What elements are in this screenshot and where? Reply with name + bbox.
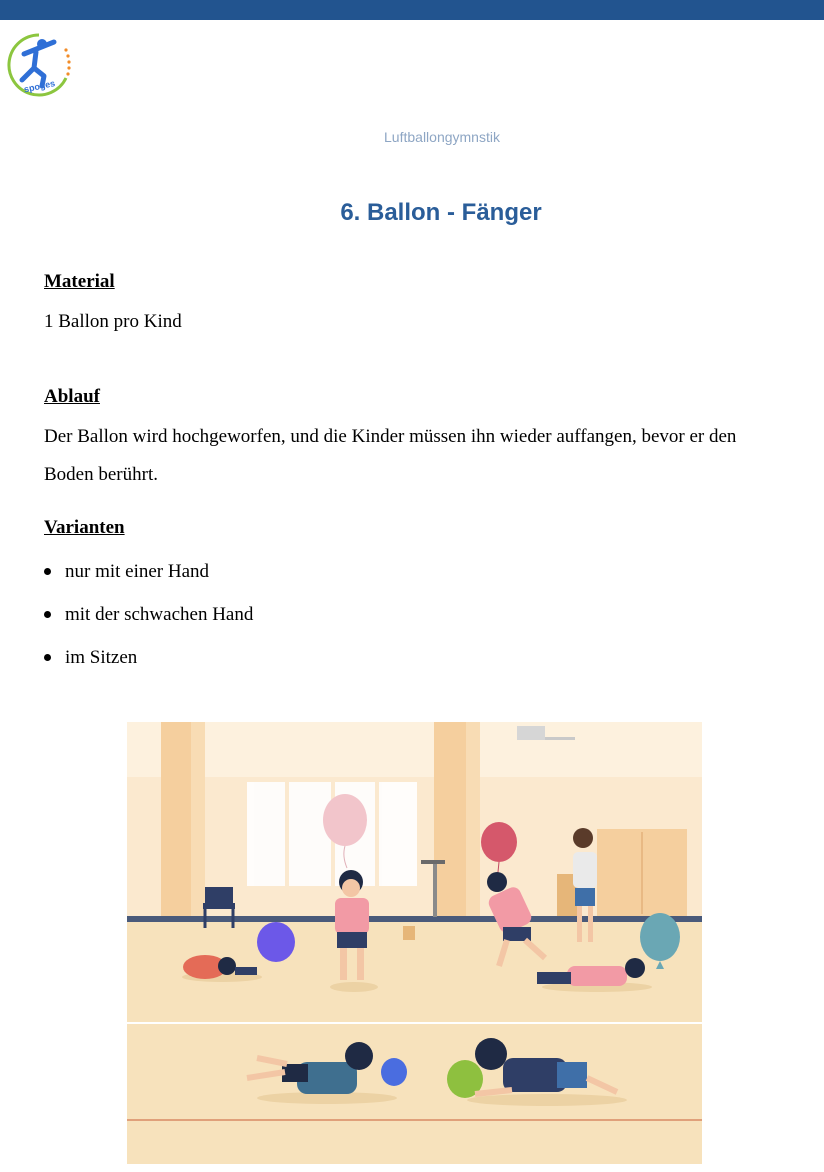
- varianten-list: [44, 557, 253, 686]
- balloon-purple-icon: [257, 922, 295, 962]
- running-header: Luftballongymnstik: [384, 129, 500, 145]
- list-item-text: mit der schwachen Hand: [65, 604, 254, 625]
- ablauf-text-line-2: Boden berührt.: [44, 464, 158, 485]
- list-item-text: nur mit einer Hand: [65, 561, 210, 582]
- list-item: [44, 643, 253, 686]
- spoges-logo: [6, 32, 72, 98]
- list-item: [44, 557, 253, 600]
- bullet-icon: [44, 654, 51, 661]
- list-item: [44, 600, 253, 643]
- top-bar: [0, 0, 824, 20]
- bullet-icon: [44, 568, 51, 575]
- gym-hall-illustration: [127, 722, 702, 1164]
- page-title: 6. Ballon - Fänger: [340, 199, 542, 226]
- ablauf-heading: Ablauf: [44, 386, 100, 407]
- list-item-text: im Sitzen: [65, 647, 138, 668]
- logo-text: spoges: [23, 78, 56, 95]
- varianten-heading: Varianten: [44, 517, 125, 538]
- ablauf-text-line-1: Der Ballon wird hochgeworfen, und die Kinder müssen ihn wieder auffangen, bevor er den: [44, 426, 737, 447]
- bullet-icon: [44, 611, 51, 618]
- material-heading: Material: [44, 271, 115, 292]
- material-text: 1 Ballon pro Kind: [44, 311, 182, 332]
- balloon-blue-icon: [381, 1058, 407, 1086]
